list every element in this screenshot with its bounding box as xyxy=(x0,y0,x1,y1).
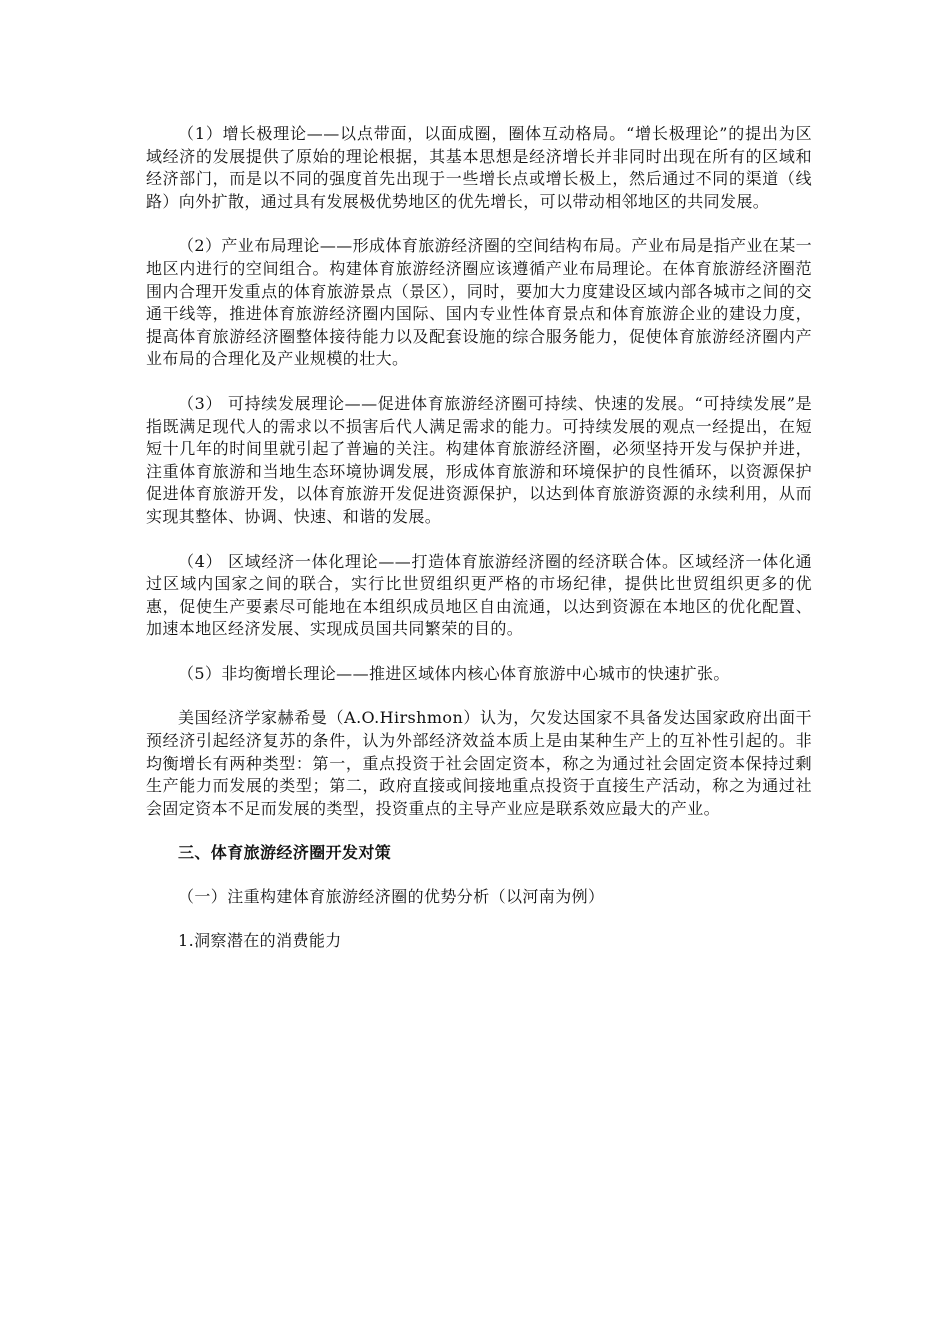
section-heading: 三、体育旅游经济圈开发对策 xyxy=(178,843,392,863)
document-body xyxy=(146,123,812,952)
paragraph-gap xyxy=(146,820,812,842)
paragraph-gap xyxy=(146,864,812,886)
paragraph-gap xyxy=(146,529,812,551)
list-item-heading: 1.洞察潜在的消费能力 xyxy=(178,931,342,951)
paragraph-unbalanced-growth: （5）非均衡增长理论——推进区域体内核心体育旅游中心城市的快速扩张。 xyxy=(178,663,730,683)
paragraph-gap xyxy=(146,685,812,707)
paragraph-growth-pole: （1）增长极理论——以点带面，以面成圈，圈体互动格局。“增长极理论”的提出为区域经济的发展提供了原始的理论根据，其基本思想是经济增长并非同时出现在所有的区域和经济部门，而是以不同的强度首先出现于一些增长点或增长极上，然后通过不同的渠道（线路）向外扩散，通过具有发展极优势地区的优先增长，可以带动相邻地区的共同发展。 xyxy=(146,124,812,211)
paragraph-gap xyxy=(146,908,812,930)
paragraph-sustainable-development: （3） 可持续发展理论——促进体育旅游经济圈可持续、快速的发展。“可持续发展”是指既满足现代人的需求以不损害后代人满足需求的能力。可持续发展的观点一经提出，在短短十几年的时间里就引起了普遍的关注。构建体育旅游经济圈，必须坚持开发与保护并进，注重体育旅游和当地生态环境协调发展，形成体育旅游和环境保护的良性循环，以资源保护促进体育旅游开发，以体育旅游开发促进资源保护，以达到体育旅游资源的永续利用，从而实现其整体、协调、快速、和谐的发展。 xyxy=(146,393,812,526)
paragraph-industrial-layout: （2）产业布局理论——形成体育旅游经济圈的空间结构布局。产业布局是指产业在某一地区内进行的空间组合。构建体育旅游经济圈应该遵循产业布局理论。在体育旅游经济圈范围内合理开发重点的体育旅游景点（景区），同时，要加大力度建设区域内部各城市之间的交通干线等，推进体育旅游经济圈内国际、国内专业性体育景点和体育旅游企业的建设力度，提高体育旅游经济圈整体接待能力以及配套设施的综合服务能力，促使体育旅游经济圈内产业布局的合理化及产业规模的壮大。 xyxy=(146,236,812,369)
paragraph-regional-integration: （4） 区域经济一体化理论——打造体育旅游经济圈的经济联合体。区域经济一体化通过区域内国家之间的联合，实行比世贸组织更严格的市场纪律，提供比世贸组织更多的优惠，促使生产要素尽可能地在本组织成员地区自由流通，以达到资源在本地区的优化配置、加速本地区经济发展、实现成员国共同繁荣的目的。 xyxy=(146,551,812,639)
paragraph-gap xyxy=(146,371,812,393)
subsection-heading: （一）注重构建体育旅游经济圈的优势分析（以河南为例） xyxy=(178,887,605,907)
paragraph-gap xyxy=(146,641,812,663)
paragraph-gap xyxy=(146,213,812,235)
paragraph-hirschman: 美国经济学家赫希曼（A.O.Hirshmon）认为，欠发达国家不具备发达国家政府出面干预经济引起经济复苏的条件，认为外部经济效益本质上是由某种生产上的互补性引起的。非均衡增长有两种类型：第一，重点投资于社会固定资本，称之为通过社会固定资本保持过剩生产能力而发展的类型；第二，政府直接或间接地重点投资于直接生产活动，称之为通过社会固定资本不足而发展的类型，投资重点的主导产业应是联系效应最大的产业。 xyxy=(146,708,812,818)
